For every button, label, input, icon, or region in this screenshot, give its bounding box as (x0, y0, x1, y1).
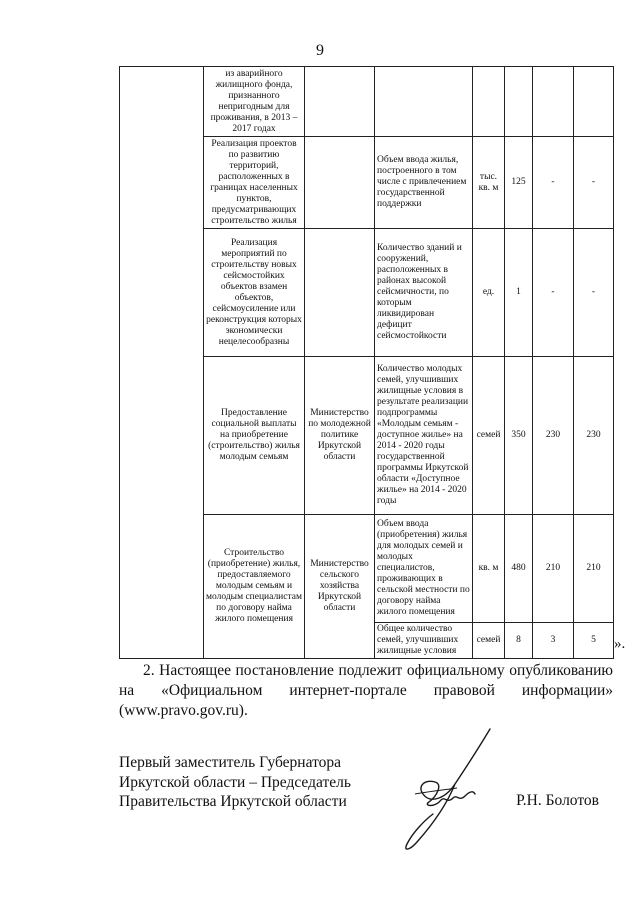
indicator-cell: Общее количество семей, улучшивших жилищные условия (375, 623, 473, 659)
unit-cell: ед. (473, 229, 505, 357)
indicator-cell (375, 67, 473, 137)
indicator-cell: Количество зданий и сооружений, расположенных в районах высокой сейсмичности, по которым ликвидирован дефицит сейсмостойкости (375, 229, 473, 357)
value-cell: 8 (505, 623, 533, 659)
value-cell: 350 (505, 357, 533, 515)
page-number: 9 (316, 42, 324, 59)
unit-cell: семей (473, 357, 505, 515)
paragraph-2-line-1 (119, 661, 613, 680)
position-line: Правительства Иркутской области (119, 793, 347, 810)
value-cell: 3 (533, 623, 574, 659)
value-cell: 230 (574, 357, 614, 515)
value-cell: 5 (574, 623, 614, 659)
unit-cell: тыс. кв. м (473, 137, 505, 229)
position-line: Иркутской области – Председатель (119, 773, 351, 791)
responsible-cell (305, 67, 375, 137)
activity-cell: Строительство (приобретение) жилья, предоставляемого молодым семьям и молодым специалистам по договору найма жилого помещения (204, 515, 305, 659)
value-cell (574, 67, 614, 137)
position-line: Первый заместитель Губернатора (119, 754, 342, 771)
activity-cell: Реализация проектов по развитию территорий, расположенных в границах населенных пунктов, предусматривающих строительство жилья (204, 137, 305, 229)
indicator-cell: Количество молодых семей, улучшивших жилищные условия в результате реализации подпрограммы «Молодым семьям - доступное жилье» на 2014 - 2020 годы государственной программы Иркутской области «Доступное жилье» на 2014 - 2020 годы (375, 357, 473, 515)
responsible-cell: Министерство сельского хозяйства Иркутской области (305, 515, 375, 659)
closing-quote: ». (614, 636, 626, 652)
responsible-cell: Министерство по молодежной политике Иркутской области (305, 357, 375, 515)
paragraph-2-line-3: (www.pravo.gov.ru). (119, 702, 248, 719)
value-cell (505, 67, 533, 137)
merged-empty-cell (120, 67, 204, 659)
activity-cell: Реализация мероприятий по строительству новых сейсмостойких объектов взамен объектов, сейсмоусиление или реконструкция которых экономически нецелесообразны (204, 229, 305, 357)
signatory-name: Р.Н. Болотов (516, 792, 599, 809)
paragraph-2-text: 2. Настоящее постановление подлежит официальному опубликованию (143, 662, 613, 679)
value-cell: - (533, 137, 574, 229)
value-cell: 1 (505, 229, 533, 357)
value-cell: - (574, 137, 614, 229)
unit-cell: семей (473, 623, 505, 659)
unit-cell (473, 67, 505, 137)
value-cell: - (533, 229, 574, 357)
value-cell: 210 (533, 515, 574, 623)
unit-cell: кв. м (473, 515, 505, 623)
value-cell: - (574, 229, 614, 357)
indicators-table (119, 66, 614, 659)
activity-cell: из аварийного жилищного фонда, признанного непригодным для проживания, в 2013 – 2017 годах (204, 67, 305, 137)
value-cell: 125 (505, 137, 533, 229)
responsible-cell (305, 137, 375, 229)
table-row (120, 67, 614, 137)
activity-cell: Предоставление социальной выплаты на приобретение (строительство) жилья молодым семьям (204, 357, 305, 515)
handwritten-signature (395, 724, 505, 854)
responsible-cell (305, 229, 375, 357)
signatory-position (119, 753, 351, 812)
value-cell (533, 67, 574, 137)
value-cell: 230 (533, 357, 574, 515)
indicator-cell: Объем ввода жилья, построенного в том числе с привлечением государственной поддержки (375, 137, 473, 229)
value-cell: 210 (574, 515, 614, 623)
indicator-cell: Объем ввода (приобретения) жилья для молодых семей и молодых специалистов, проживающих в сельской местности по договору найма жилого помещения (375, 515, 473, 623)
paragraph-2-line-2: на «Официальном интернет-портале правовой информации» (119, 682, 613, 699)
value-cell: 480 (505, 515, 533, 623)
